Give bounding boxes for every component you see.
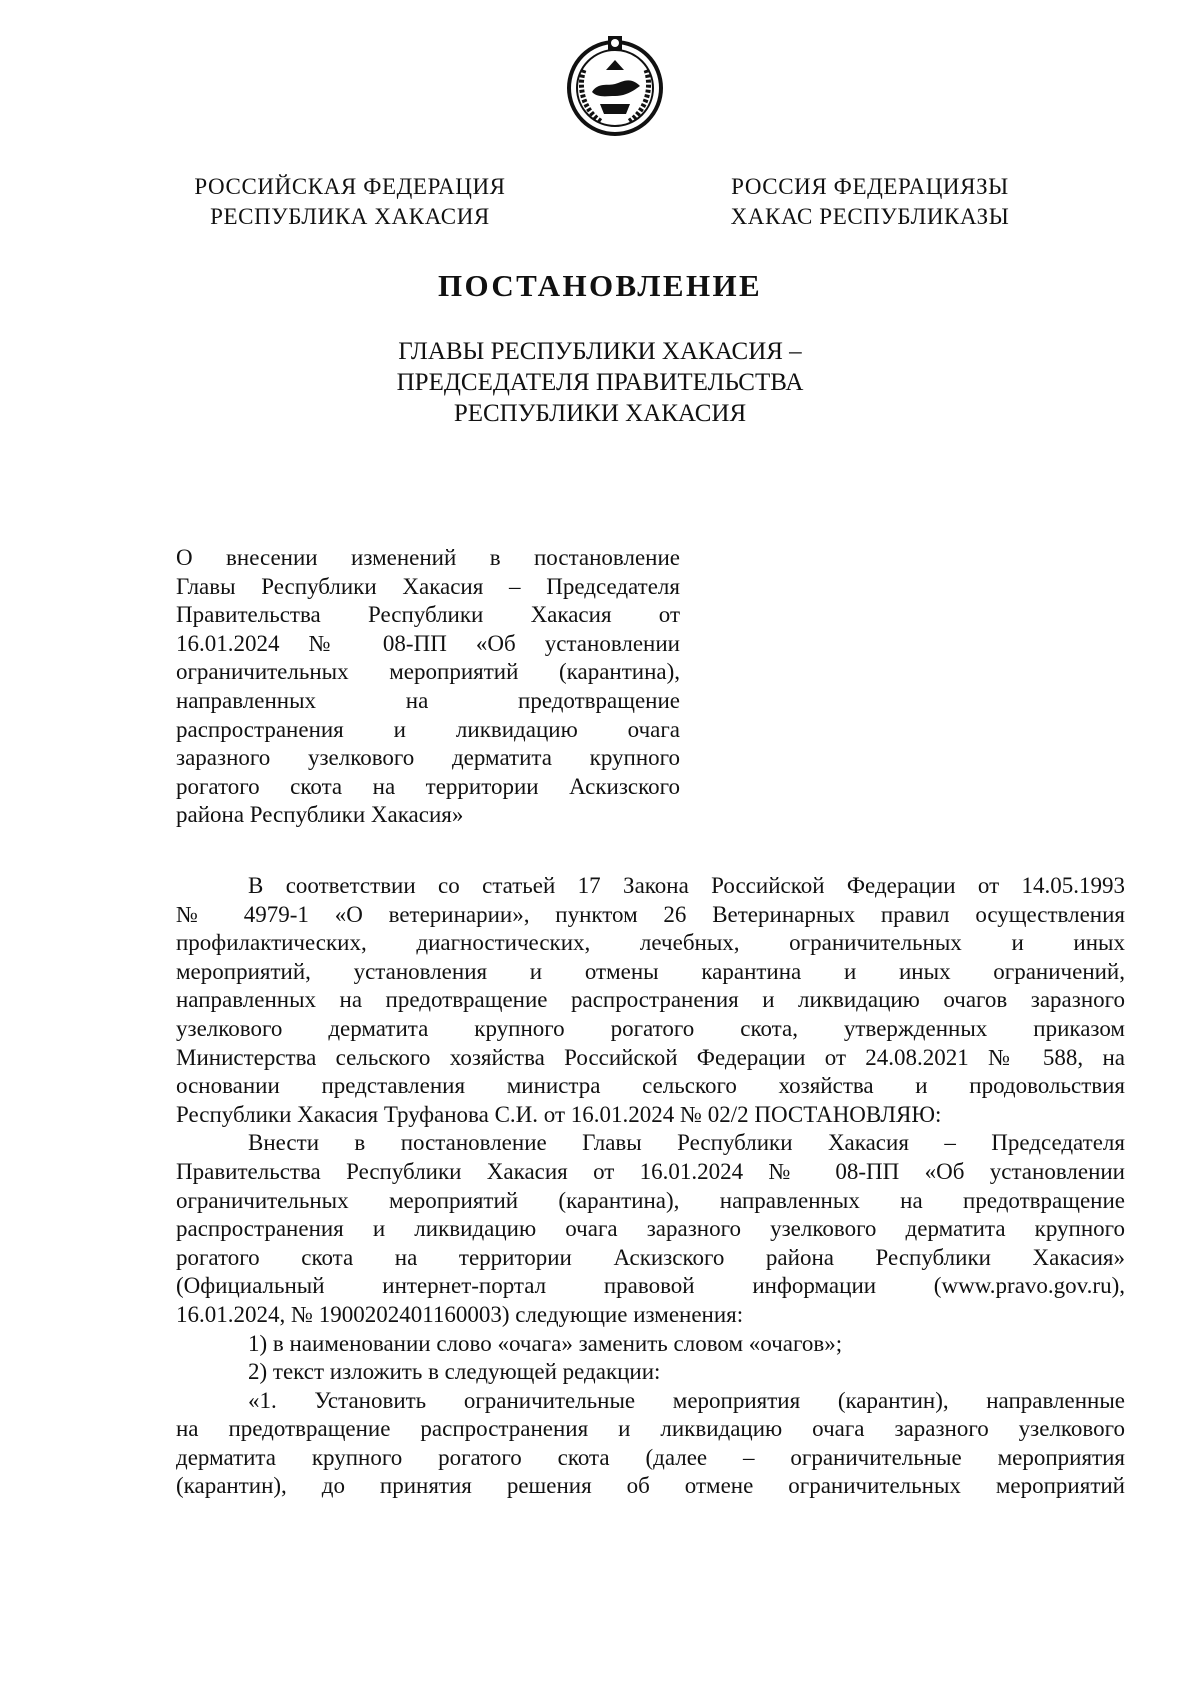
header-left-block <box>180 172 520 232</box>
body-line: 16.01.2024, № 1900202401160003) следующие изменения: <box>176 1301 744 1327</box>
header-right-block <box>700 172 1040 232</box>
body-line: направленных на предотвращение распространения и ликвидацию очагов заразного <box>176 987 1125 1013</box>
body-line: 2) текст изложить в следующей редакции: <box>248 1359 661 1385</box>
body-line: профилактических, диагностических, лечебных, ограничительных и иных <box>176 930 1125 956</box>
body-line: распространения и ликвидацию очага заразного узелкового дерматита крупного <box>176 1216 1125 1242</box>
body-line: основании представления министра сельского хозяйства и продовольствия <box>176 1073 1125 1099</box>
document-title: ПОСТАНОВЛЕНИЕ <box>437 268 763 303</box>
body-line: № 4979-1 «О ветеринарии», пунктом 26 Ветеринарных правил осуществления <box>176 901 1125 927</box>
subject-line: О внесении изменений в постановление <box>176 545 680 570</box>
subject-line: 16.01.2024 № 08-ПП «Об установлении <box>176 630 680 656</box>
body-text <box>176 872 1125 1501</box>
coat-of-arms-emblem <box>562 30 668 142</box>
header-right-line-1: РОССИЯ ФЕДЕРАЦИЯЗЫ <box>731 174 1009 199</box>
subject-line: района Республики Хакасия» <box>176 802 464 828</box>
subtitle-line: ПРЕДСЕДАТЕЛЯ ПРАВИТЕЛЬСТВА <box>396 369 804 396</box>
subtitle-line: РЕСПУБЛИКИ ХАКАСИЯ <box>453 400 747 427</box>
body-line: Министерства сельского хозяйства Российской Федерации от 24.08.2021 № 588, на <box>176 1044 1125 1070</box>
body-line: Внести в постановление Главы Республики Хакасия – Председателя <box>248 1130 1125 1156</box>
subject-line: рогатого скота на территории Аскизского <box>176 773 680 799</box>
subject-line: ограничительных мероприятий (карантина), <box>176 659 680 685</box>
body-line: на предотвращение распространения и ликвидацию очага заразного узелкового <box>176 1416 1125 1442</box>
subject-line: распространения и ликвидацию очага <box>176 716 680 742</box>
document-subtitle <box>0 336 1200 429</box>
body-line: В соответствии со статьей 17 Закона Российской Федерации от 14.05.1993 <box>248 873 1125 898</box>
body-line: Правительства Республики Хакасия от 16.01.2024 № 08-ПП «Об установлении <box>176 1158 1125 1184</box>
body-line: 1) в наименовании слово «очага» заменить словом «очагов»; <box>248 1330 843 1356</box>
body-line: ограничительных мероприятий (карантина), направленных на предотвращение <box>176 1187 1125 1213</box>
header-left-line-1: РОССИЙСКАЯ ФЕДЕРАЦИЯ <box>194 174 506 199</box>
body-line: Республики Хакасия Труфанова С.И. от 16.01.2024 № 02/2 ПОСТАНОВЛЯЮ: <box>176 1101 942 1127</box>
subject-block <box>176 544 680 830</box>
subject-line: направленных на предотвращение <box>176 687 680 713</box>
header-right-line-2: ХАКАС РЕСПУБЛИКАЗЫ <box>730 204 1010 229</box>
subject-line: Главы Республики Хакасия – Председателя <box>176 573 680 599</box>
body-line: рогатого скота на территории Аскизского района Республики Хакасия» <box>176 1244 1125 1270</box>
body-line: дерматита крупного рогатого скота (далее – ограничительные мероприятия <box>176 1444 1125 1470</box>
subtitle-line: ГЛАВЫ РЕСПУБЛИКИ ХАКАСИЯ – <box>398 338 802 365</box>
body-line: узелкового дерматита крупного рогатого скота, утвержденных приказом <box>176 1015 1125 1041</box>
body-line: мероприятий, установления и отмены карантина и иных ограничений, <box>176 958 1125 984</box>
subject-line: Правительства Республики Хакасия от <box>176 602 680 628</box>
body-line: (Официальный интернет-портал правовой информации (www.pravo.gov.ru), <box>176 1273 1125 1299</box>
body-line: «1. Установить ограничительные мероприятия (карантин), направленные <box>248 1387 1125 1413</box>
body-line: (карантин), до принятия решения об отмене ограничительных мероприятий <box>176 1473 1125 1499</box>
subject-line: заразного узелкового дерматита крупного <box>176 745 680 771</box>
header-left-line-2: РЕСПУБЛИКА ХАКАСИЯ <box>210 204 490 229</box>
